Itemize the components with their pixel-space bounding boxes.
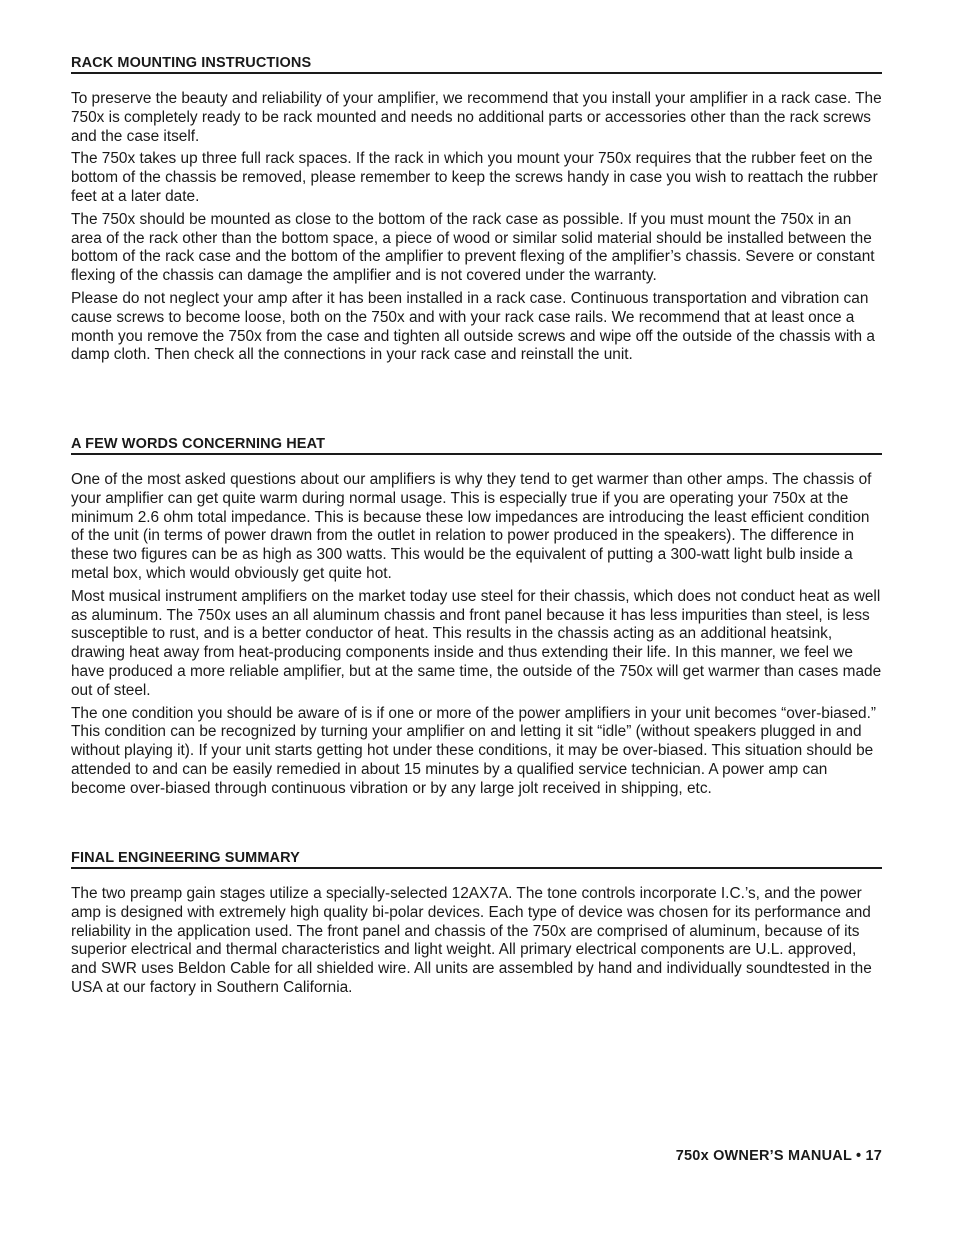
section-heading: A FEW WORDS CONCERNING HEAT <box>71 436 882 455</box>
paragraph: To preserve the beauty and reliability of your amplifier, we recommend that you install your amplifier in a rack case. The 750x is completely ready to be rack mounted and needs no additional parts or accessories other than the rack screws and the case itself. <box>71 90 882 145</box>
section-rack-mounting <box>71 55 882 369</box>
paragraph: The two preamp gain stages utilize a specially-selected 12AX7A. The tone controls incorporate I.C.’s, and the power amp is designed with extremely high quality bi-polar devices. Each type of device was chosen for its performance and reliability in the application used. The front panel and chassis of the 750x are comprised of aluminum, because of its superior electrical and thermal characteristics and light weight. All primary electrical components are U.L. approved, and SWR uses Beldon Cable for all shielded wire. All units are assembled by hand and individually soundtested in the USA at our factory in Southern California. <box>71 885 872 996</box>
section-heading: RACK MOUNTING INSTRUCTIONS <box>71 55 882 74</box>
section-engineering-summary <box>71 850 882 1002</box>
page-footer: 750x OWNER’S MANUAL • 17 <box>675 1148 882 1164</box>
paragraph: One of the most asked questions about our amplifiers is why they tend to get warmer than other amps. The chassis of your amplifier can get quite warm during normal usage. This is especially true if you are operating your 750x at the minimum 2.6 ohm total impedance. This is because these low impedances are introducing the least efficient condition of the unit (in terms of power drawn from the outlet in relation to power produced in the speakers). The difference in these two figures can be as high as 300 watts. This would be the equivalent of putting a 300-watt light bulb inside a metal box, which would obviously get quite hot. <box>71 471 872 582</box>
section-body <box>71 885 882 998</box>
paragraph: The one condition you should be aware of is if one or more of the power amplifiers in your unit becomes “over-biased.” This condition can be recognized by turning your amplifier on and letting it sit “idle” (without speakers plugged in and without playing it). If your unit starts getting hot under these conditions, it may be over-biased. This situation should be attended to and can be easily remedied in about 15 minutes by a qualified service technician. A power amp can become over-biased through continuous vibration or by any large jolt received in shipping, etc. <box>71 704 877 797</box>
paragraph: The 750x should be mounted as close to the bottom of the rack case as possible. If you must mount the 750x in an area of the rack other than the bottom space, a piece of wood or similar solid material should be installed between the bottom of the rack case and the bottom of the amplifier to prevent flexing of the amplifier’s chassis. Severe or constant flexing of the chassis can damage the amplifier and is not covered under the warranty. <box>71 210 875 285</box>
section-body <box>71 90 882 365</box>
paragraph: The 750x takes up three full rack spaces. If the rack in which you mount your 750x requires that the rubber feet on the bottom of the chassis be removed, please remember to keep the screws handy in case you wish to reattach the rubber feet at a later date. <box>71 150 878 205</box>
section-body <box>71 471 882 799</box>
paragraph: Most musical instrument amplifiers on the market today use steel for their chassis, which does not conduct heat as well as aluminum. The 750x uses an all aluminum chassis and front panel because it has less impurities than steel, is less susceptible to rust, and is a better conductor of heat. This results in the chassis acting as an additional heatsink, drawing heat away from heat-producing components inside and thus extending their life. In this manner, we feel we have produced a more reliable amplifier, but at the same time, the outside of the 750x will get warmer than cases made out of steel. <box>71 587 882 699</box>
section-heading: FINAL ENGINEERING SUMMARY <box>71 850 882 869</box>
section-heat <box>71 436 882 803</box>
paragraph: Please do not neglect your amp after it has been installed in a rack case. Continuous transportation and vibration can cause screws to become loose, both on the 750x and with your rack case rails. We recommend that at least once a month you remove the 750x from the case and tighten all outside screws and wipe off the outside of the chassis with a damp cloth. Then check all the connections in your rack case and reinstall the unit. <box>71 289 875 364</box>
